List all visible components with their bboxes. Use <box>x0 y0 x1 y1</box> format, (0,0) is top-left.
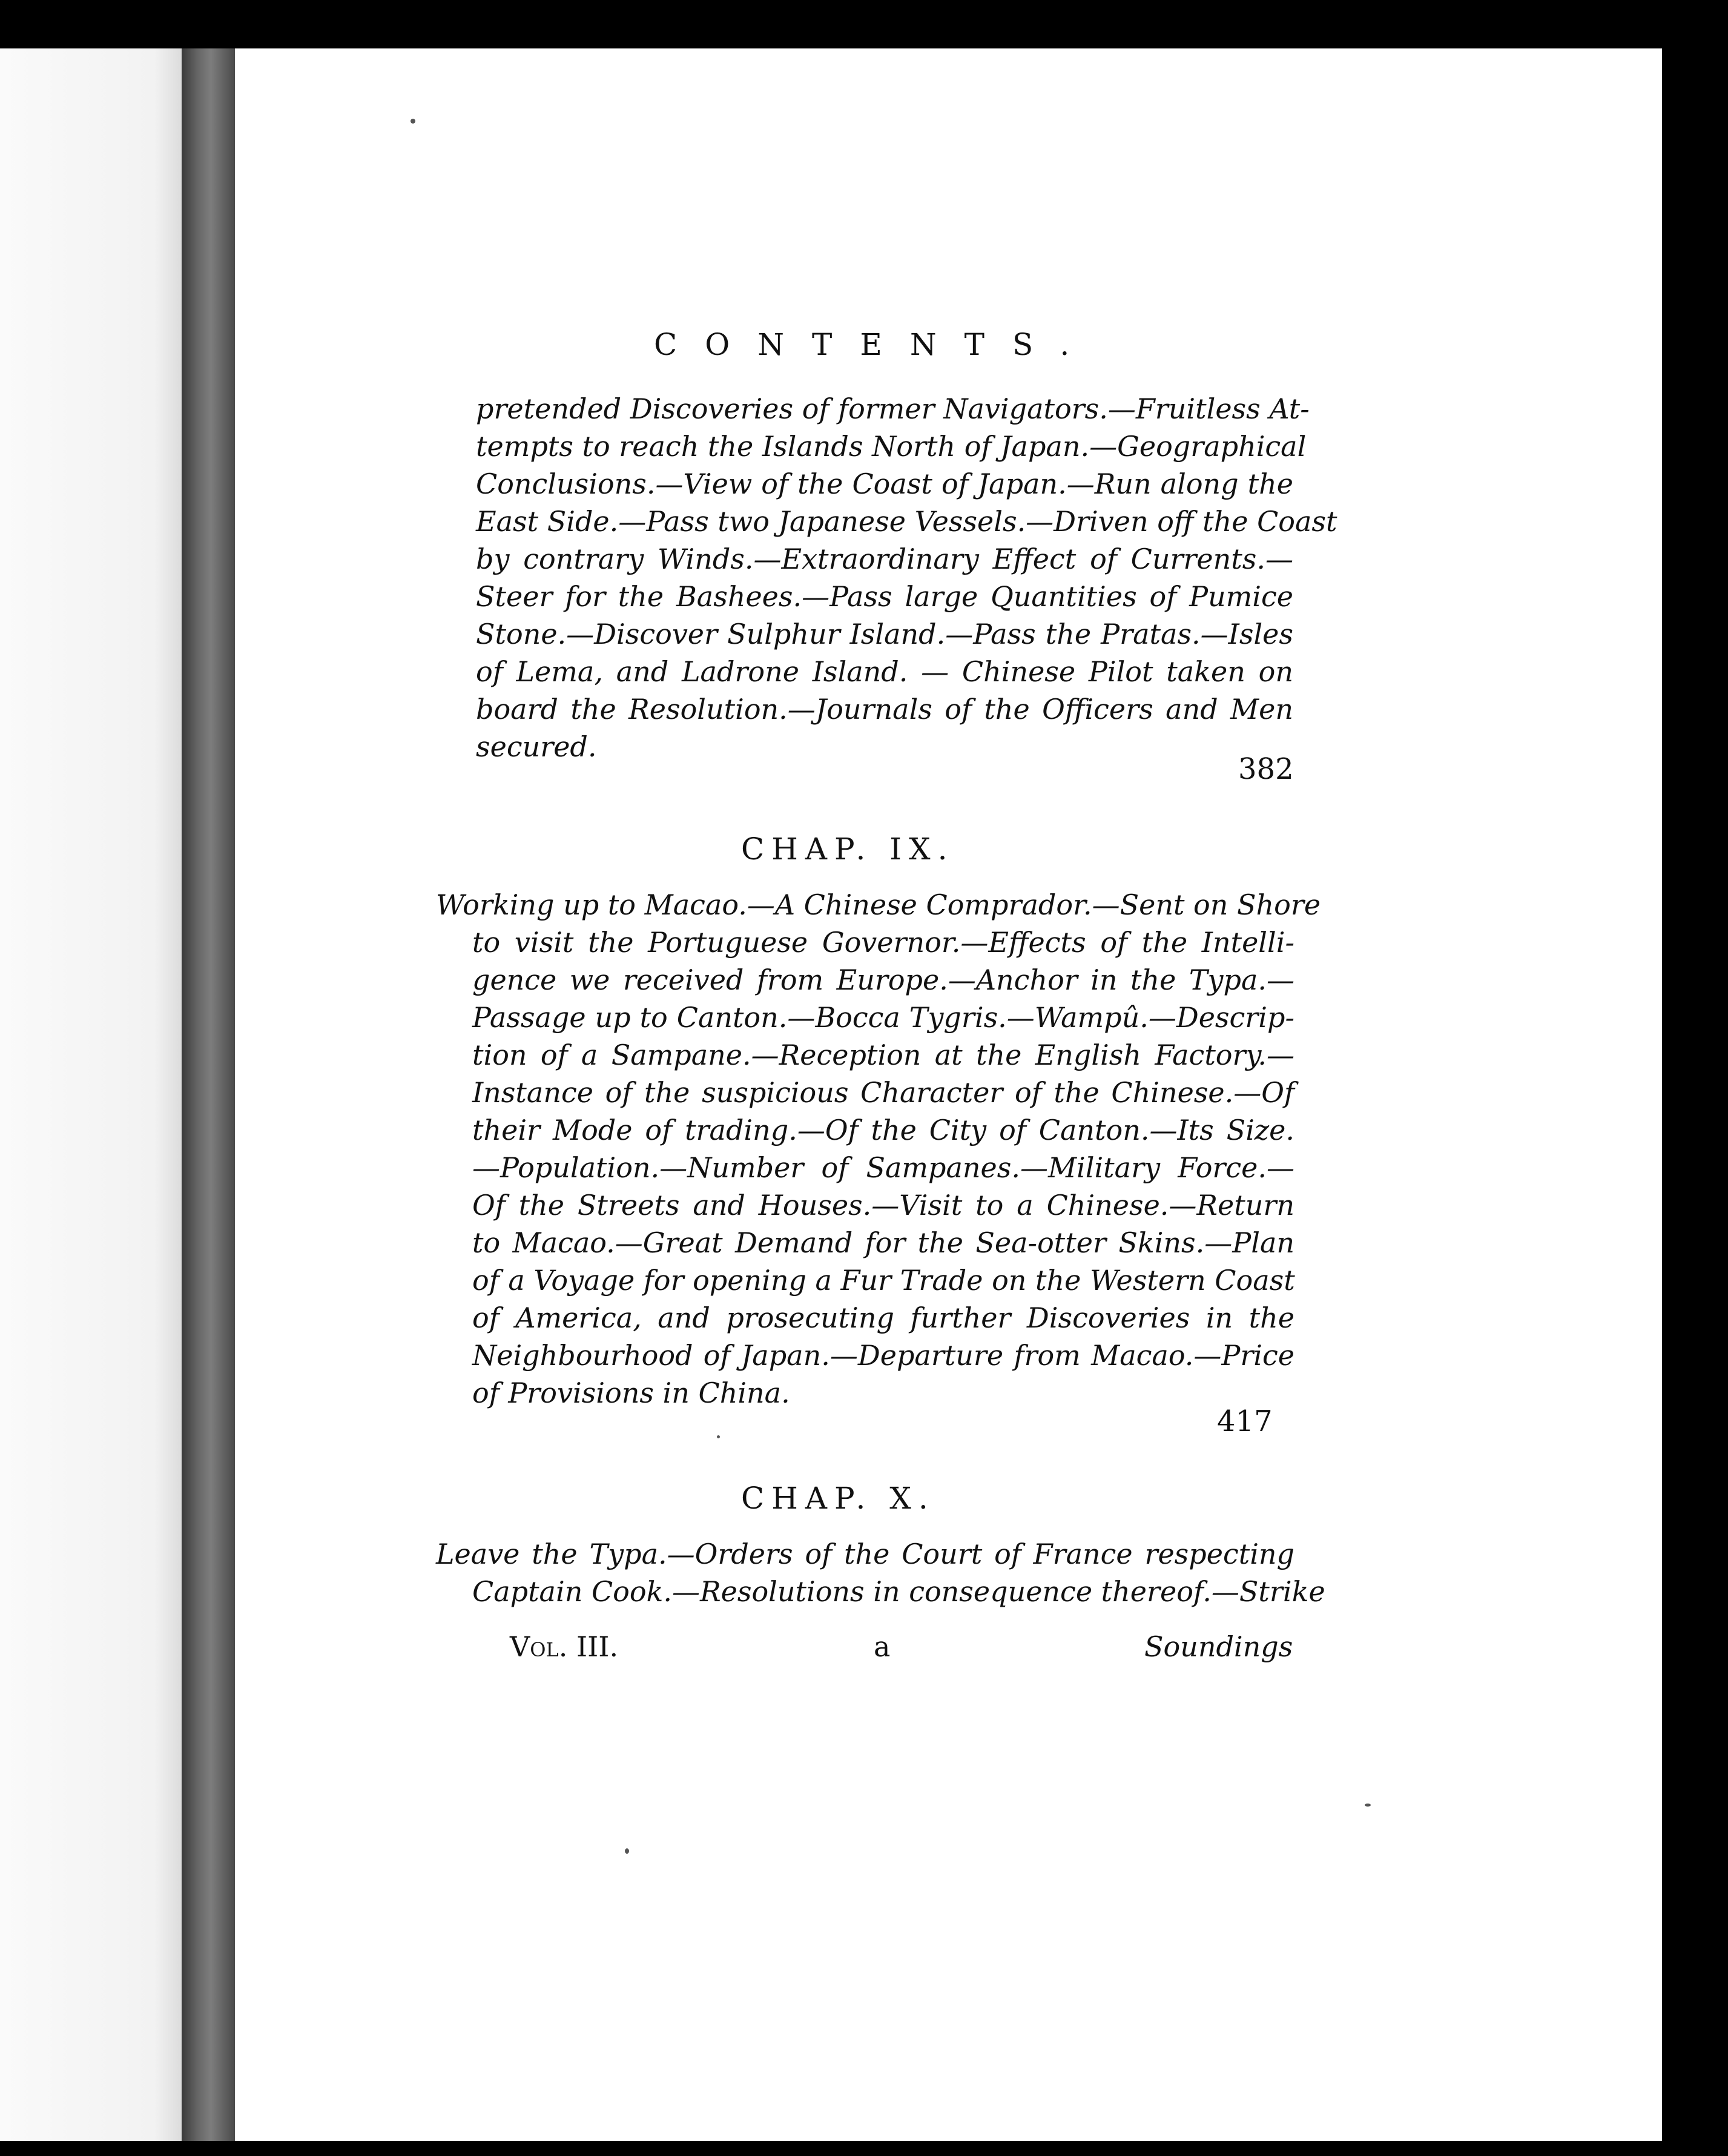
contents-entry-chap-10 <box>436 1535 1325 1610</box>
page-right-border <box>1662 48 1728 2141</box>
entry-line: gence we received from Europe.—Anchor in the Typa.— <box>472 964 1294 996</box>
entry-line: Leave the Typa.—Orders of the Court of France respecting <box>436 1538 1294 1570</box>
signature-mark: a <box>874 1630 891 1663</box>
scan-speck <box>411 119 415 124</box>
entry-line: of Provisions in China. <box>472 1377 790 1409</box>
entry-line: to Macao.—Great Demand for the Sea-otter Skins.—Plan <box>472 1226 1294 1259</box>
entry-line: of a Voyage for opening a Fur Trade on the Western Coast <box>472 1264 1295 1297</box>
entry-line: Of the Streets and Houses.—Visit to a Chinese.—Return <box>472 1189 1294 1222</box>
entry-line: tempts to reach the Islands North of Japan.—Geographical <box>476 430 1307 463</box>
entry-line: Working up to Macao.—A Chinese Comprador.—Sent on Shore <box>436 888 1321 921</box>
entry-line: East Side.—Pass two Japanese Vessels.—Driven off the Coast <box>476 505 1337 538</box>
entry-line: of Lema, and Ladrone Island. — Chinese Pilot taken on <box>476 655 1293 688</box>
scan-speck <box>1365 1804 1371 1807</box>
running-head: CONTENTS. <box>654 327 1098 362</box>
contents-entry-chap-8-continued <box>476 390 1337 766</box>
entry-line: their Mode of trading.—Of the City of Canton.—Its Size. <box>472 1114 1294 1146</box>
entry-line: Conclusions.—View of the Coast of Japan.—Run along the <box>476 468 1293 500</box>
chapter-heading: CHAP. IX. <box>741 832 955 867</box>
left-page-edge <box>0 48 182 2141</box>
page-number-reference: 417 <box>1217 1404 1273 1438</box>
catchword: Soundings <box>1144 1630 1293 1663</box>
book-gutter-shadow <box>182 48 235 2141</box>
entry-line: secured. <box>476 730 597 763</box>
entry-line: board the Resolution.—Journals of the Officers and Men <box>476 693 1293 726</box>
scan-speck <box>625 1848 629 1854</box>
entry-line: pretended Discoveries of former Navigators.—Fruitless At- <box>476 392 1310 425</box>
volume-label: Vol. III. <box>510 1630 619 1663</box>
entry-line: Neighbourhood of Japan.—Departure from Macao.—Price <box>472 1339 1294 1372</box>
page-number-reference: 382 <box>1238 752 1294 786</box>
entry-line: tion of a Sampane.—Reception at the English Factory.— <box>472 1039 1294 1071</box>
entry-line: Passage up to Canton.—Bocca Tygris.—Wampû.—Descrip- <box>472 1001 1294 1034</box>
chapter-heading: CHAP. X. <box>741 1481 935 1516</box>
contents-entry-chap-9 <box>436 886 1321 1412</box>
entry-line: of America, and prosecuting further Discoveries in the <box>472 1301 1294 1334</box>
entry-line: Instance of the suspicious Character of the Chinese.—Of <box>472 1076 1294 1109</box>
entry-line: —Population.—Number of Sampanes.—Military Force.— <box>472 1151 1294 1184</box>
scan-speck <box>717 1435 720 1438</box>
entry-line: Captain Cook.—Resolutions in consequence thereof.—Strike <box>472 1575 1325 1608</box>
entry-line: by contrary Winds.—Extraordinary Effect of Currents.— <box>476 543 1293 575</box>
entry-line: Stone.—Discover Sulphur Island.—Pass the Pratas.—Isles <box>476 618 1293 650</box>
entry-line: Steer for the Bashees.—Pass large Quantities of Pumice <box>476 580 1293 613</box>
entry-line: to visit the Portuguese Governor.—Effects of the Intelli- <box>472 926 1294 959</box>
